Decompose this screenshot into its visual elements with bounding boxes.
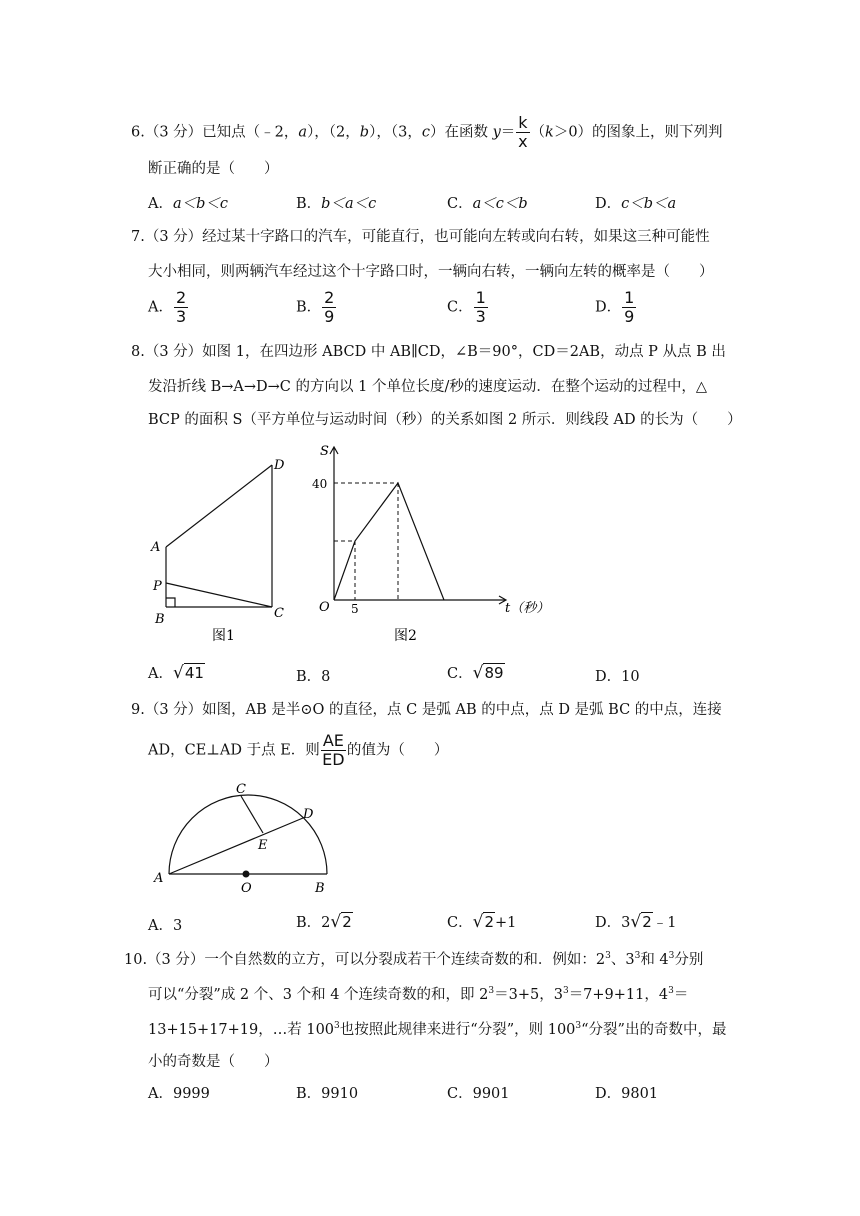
fig2-caption: 图2 — [394, 628, 417, 644]
q6-option-c[interactable]: C．a＜c＜b — [447, 196, 528, 212]
q10-stem-line1: 10.（3 分）一个自然数的立方，可以分裂成若干个连续奇数的和．例如：$2^3$、$3^3$和 $4^3$分别 — [124, 951, 704, 968]
q9-figure — [145, 770, 345, 895]
fig-label-c: C — [236, 782, 246, 797]
q8-option-c[interactable]: C．√89 — [447, 663, 504, 683]
q8-option-d[interactable]: D．10 — [595, 669, 640, 685]
q7-option-a[interactable]: A． $\frac{2}{3}$ — [148, 288, 187, 326]
q8-stem-line1: 8.（3 分）如图 1，在四边形 ABCD 中 AB∥CD，∠B＝90°，CD＝2AB，动点 P 从点 B 出 — [131, 344, 726, 360]
q7-option-c[interactable]: C． $\frac{1}{3}$ — [447, 288, 486, 326]
q8-stem-line2: 发沿折线 B→A→D→C 的方向以 1 个单位长度/秒的速度运动．在整个运动的过程中，△ — [148, 379, 707, 395]
q6-stem-line1: 6.（3 分）已知点（﹣2，a），（2，b），（3，c）在函数 y＝ $\frac{k}{x}$ （k＞0）的图象上，则下列判 — [131, 113, 723, 151]
q9-option-b[interactable]: B．2√2 — [296, 912, 352, 932]
fig1-caption: 图1 — [212, 628, 235, 644]
q9-fraction: $\frac{AE}{ED}$ — [322, 731, 345, 769]
q9-stem-line1: 9.（3 分）如图，AB 是半⊙O 的直径，点 C 是弧 AB 的中点，点 D 是弧 BC 的中点，连接 — [131, 702, 722, 718]
fig2-axis-t: t（秒） — [505, 601, 550, 616]
q10-stem-line4: 小的奇数是（ ） — [148, 1054, 279, 1070]
q6-fraction: $\frac{k}{x}$ — [518, 113, 528, 151]
q10-option-d[interactable]: D．9801 — [595, 1086, 659, 1102]
q8-figure-2 — [300, 440, 560, 650]
fig1-label-p: P — [153, 579, 162, 594]
q10-option-a[interactable]: A．9999 — [148, 1086, 210, 1102]
fig1-label-d: D — [274, 458, 285, 473]
q6-stem-line2: 断正确的是（ ） — [148, 161, 279, 177]
q6-option-a[interactable]: A．a＜b＜c — [148, 196, 229, 212]
fig-label-b: B — [315, 881, 325, 895]
q9-stem-line2: AD，CE⊥AD 于点 E．则 $\frac{AE}{ED}$ 的值为（ ） — [148, 731, 449, 769]
fig-label-d: D — [303, 807, 314, 822]
q7-option-b[interactable]: B． $\frac{2}{9}$ — [296, 288, 335, 326]
fig2-axis-s: S — [320, 444, 329, 459]
fig-label-a: A — [154, 871, 164, 886]
q8-option-a[interactable]: A．√41 — [148, 663, 204, 683]
q10-stem-line2: 可以“分裂”成 2 个、3 个和 4 个连续奇数的和，即 $2^3=3+5$，$3^3=7+9+11$，$4^3=$ — [148, 986, 689, 1003]
q6-option-d[interactable]: D．c＜b＜a — [595, 196, 677, 212]
q6-option-b[interactable]: B．b＜a＜c — [296, 196, 377, 212]
q7-stem-line2: 大小相同，则两辆汽车经过这个十字路口时，一辆向右转，一辆向左转的概率是（ ） — [148, 264, 714, 280]
q9-option-a[interactable]: A．3 — [148, 918, 183, 934]
fig1-label-b: B — [155, 612, 165, 627]
fig1-label-a: A — [151, 540, 161, 555]
fig2-origin: O — [319, 600, 330, 615]
q8-stem-line3: BCP 的面积 S（平方单位与运动时间（秒）的关系如图 2 所示．则线段 AD 的长为（ ） — [148, 412, 742, 428]
fig2-tick-40: 40 — [312, 477, 328, 491]
q9-option-d[interactable]: D．3√2﹣1 — [595, 912, 677, 932]
q8-option-b[interactable]: B．8 — [296, 669, 331, 685]
fig1-label-c: C — [274, 606, 284, 621]
q7-stem-line1: 7.（3 分）经过某十字路口的汽车，可能直行，也可能向左转或向右转，如果这三种可能性 — [131, 229, 710, 245]
q9-option-c[interactable]: C．√2+1 — [447, 912, 517, 932]
q10-stem-line3: 13+15+17+19，…若 $100^3$也按照此规律来进行“分裂”，则 $100^3“$分裂”出的奇数中，最 — [148, 1021, 727, 1038]
q8-figure-1 — [140, 445, 300, 650]
fig-label-e: E — [258, 838, 268, 853]
q7-option-d[interactable]: D． $\frac{1}{9}$ — [595, 288, 635, 326]
fig2-tick-5: 5 — [351, 602, 359, 616]
q10-option-c[interactable]: C．9901 — [447, 1086, 510, 1102]
q10-option-b[interactable]: B．9910 — [296, 1086, 359, 1102]
fig-label-o: O — [241, 881, 252, 895]
